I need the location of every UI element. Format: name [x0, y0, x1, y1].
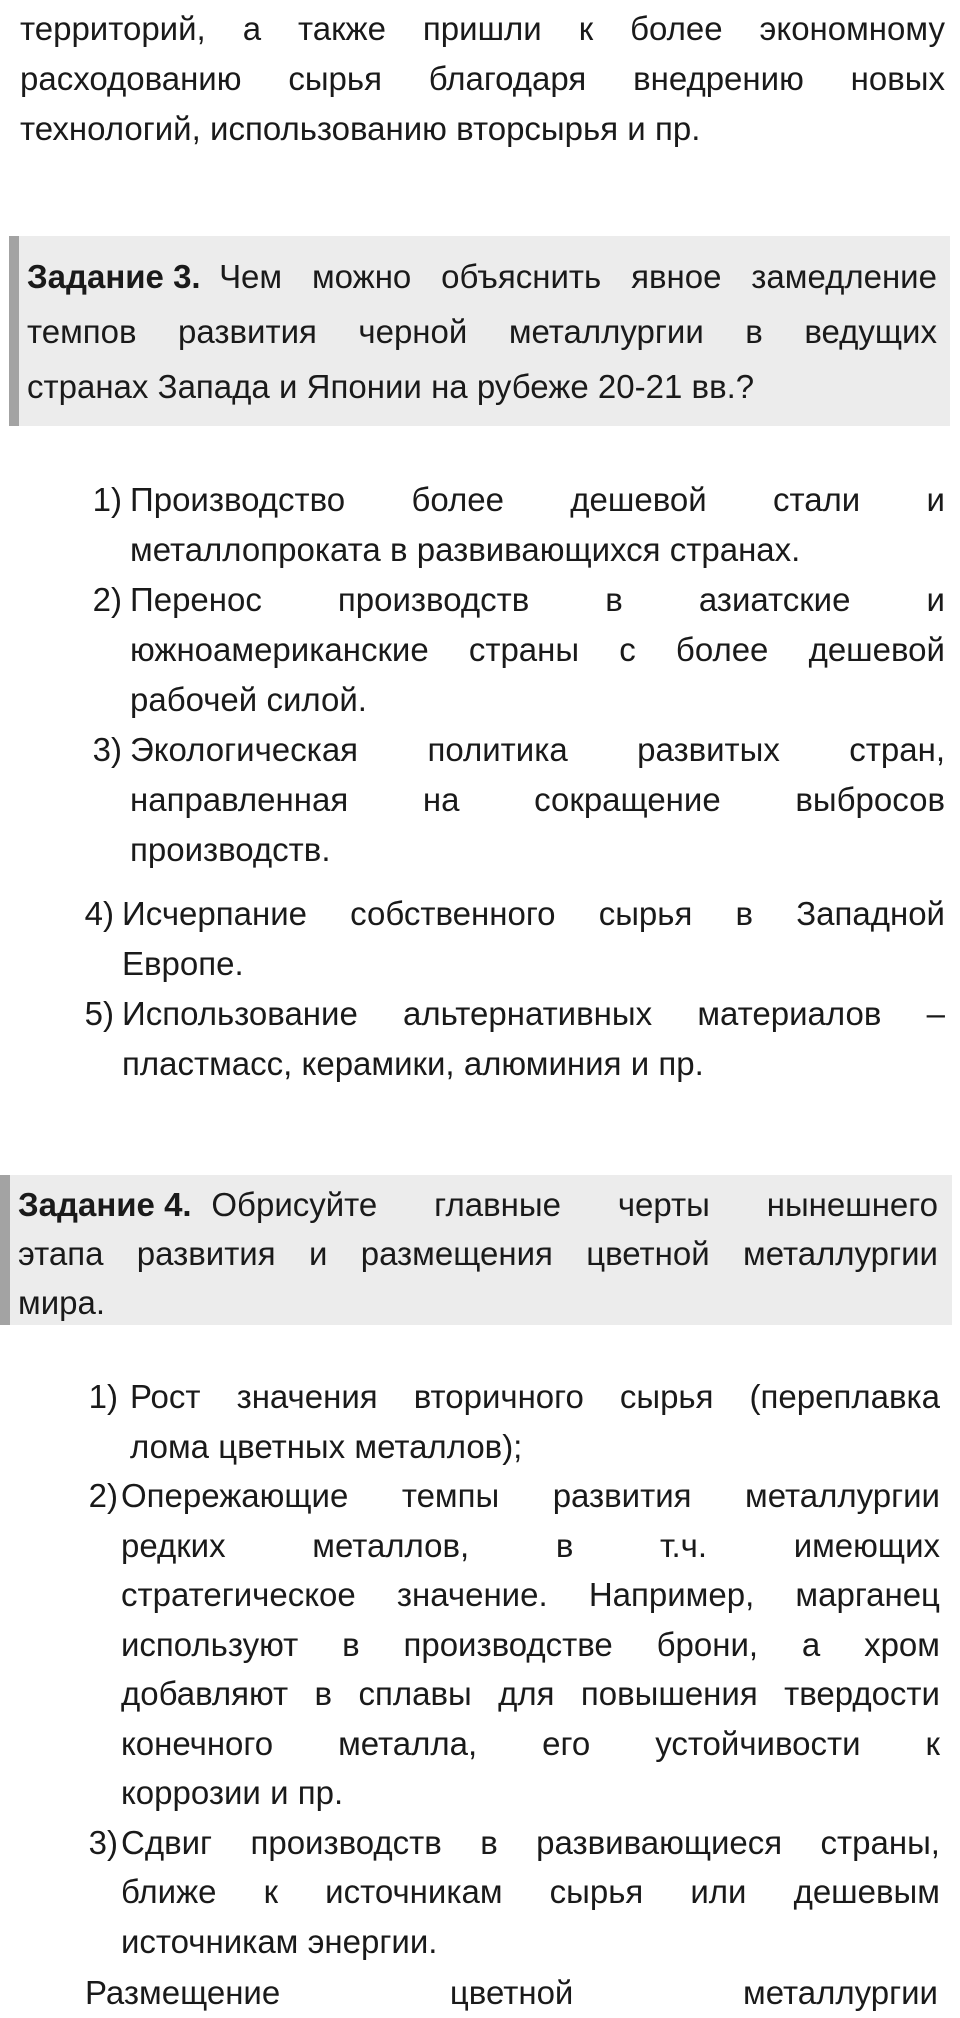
list-item-line	[130, 525, 945, 575]
list-item-line	[130, 575, 945, 625]
list-item-line	[121, 1669, 940, 1719]
word: металла,	[338, 1724, 478, 1762]
word: территорий,	[20, 10, 206, 47]
word: Рост	[130, 1378, 201, 1415]
word: и	[926, 481, 945, 518]
word: странах.	[669, 531, 801, 568]
list-item-line	[122, 989, 945, 1039]
word: сырья	[619, 1378, 714, 1415]
intro-line	[20, 4, 945, 54]
word: внедрению	[633, 60, 804, 97]
word: развития	[136, 1235, 276, 1272]
word: Экологическая	[130, 731, 359, 768]
intro-line	[20, 104, 945, 154]
word: можно	[311, 258, 412, 295]
word: металлов);	[354, 1427, 523, 1465]
word: производстве	[403, 1625, 613, 1663]
word: в	[342, 1625, 360, 1663]
word: материалов	[697, 995, 882, 1032]
list-item-line	[122, 889, 945, 939]
word: –	[926, 995, 945, 1032]
list-item-line	[121, 1917, 940, 1967]
word: новых	[850, 60, 945, 97]
word: цветных	[218, 1427, 346, 1465]
list-item-line	[121, 1818, 940, 1868]
word: темпы	[401, 1477, 500, 1514]
word: повышения	[580, 1675, 758, 1712]
word: 20-21	[597, 368, 683, 405]
word: в	[555, 1526, 574, 1564]
word: источникам	[121, 1922, 299, 1960]
list-item-number: 1)	[88, 1378, 118, 1415]
word: металлургии	[508, 313, 704, 350]
word: Опережающие	[121, 1477, 349, 1514]
word: Обрисуйте	[211, 1186, 378, 1223]
word: стран,	[849, 731, 945, 768]
list-item-line	[121, 1521, 940, 1571]
task-3-line	[27, 362, 937, 412]
word: и	[627, 110, 646, 147]
list-item-line	[121, 1867, 940, 1917]
word: развитых	[637, 731, 780, 768]
word: Перенос	[130, 581, 262, 618]
list-item-line	[130, 625, 945, 675]
word: Сдвиг	[121, 1823, 213, 1861]
word: рубеже	[476, 368, 589, 405]
word: страны	[468, 631, 580, 668]
word: к	[578, 10, 594, 47]
word: редких	[121, 1526, 226, 1564]
word: пришли	[422, 10, 542, 47]
word: к	[925, 1724, 940, 1762]
word: страны,	[820, 1823, 940, 1861]
word: вторичного	[413, 1378, 584, 1415]
word: сырья	[288, 60, 382, 97]
word: Размещение	[85, 1974, 281, 2011]
list-item-line	[130, 775, 945, 825]
list-item-number: 4)	[84, 895, 114, 932]
word: альтернативных	[403, 995, 653, 1032]
word: энергии.	[307, 1922, 438, 1960]
word: и	[270, 1774, 289, 1811]
word: нынешнего	[766, 1186, 938, 1223]
word: явное	[631, 258, 722, 295]
word: или	[690, 1873, 747, 1910]
list-item-line	[121, 1768, 940, 1818]
list-item-number: 3)	[92, 731, 122, 768]
word: Запада	[157, 368, 270, 405]
word: значения	[236, 1378, 378, 1415]
word: брони,	[656, 1625, 759, 1663]
word: Японии	[306, 368, 422, 405]
task-4-label: Задание 4.	[18, 1186, 192, 1223]
word: более	[411, 481, 504, 518]
word: используют	[121, 1625, 299, 1663]
task-4-line	[18, 1278, 938, 1328]
word: сырья	[549, 1873, 644, 1910]
word: Западной	[796, 895, 945, 932]
word: выбросов	[795, 781, 945, 818]
word: странах	[27, 368, 149, 405]
word: вв.?	[691, 368, 755, 405]
word: производств	[337, 581, 530, 618]
word: развивающихся	[416, 531, 661, 568]
word: имеющих	[793, 1526, 940, 1564]
list-item-line	[122, 1039, 945, 1089]
word: в	[605, 581, 623, 618]
list-item-line	[121, 1471, 940, 1521]
list-item-number: 2)	[88, 1477, 118, 1514]
word: в	[389, 531, 408, 568]
word: и	[926, 581, 945, 618]
word: мира.	[18, 1284, 105, 1321]
word: металлургии	[745, 1477, 940, 1514]
word: в	[480, 1823, 498, 1861]
word: цветной	[449, 1974, 574, 2011]
word: пр.	[654, 110, 701, 147]
word: его	[542, 1724, 591, 1762]
list-item-line	[130, 1422, 940, 1472]
word: твердости	[784, 1675, 940, 1712]
list-item-number: 5)	[84, 995, 114, 1032]
word: Например,	[588, 1576, 755, 1613]
word: этапа	[18, 1235, 104, 1272]
list-item-number: 2)	[92, 581, 122, 618]
list-item-line	[130, 1372, 940, 1422]
list-item-number: 1)	[92, 481, 122, 518]
word: алюминия	[463, 1045, 622, 1082]
word: хром	[864, 1625, 940, 1663]
word: Чем	[219, 258, 283, 295]
word: также	[298, 10, 386, 47]
word: на	[431, 368, 468, 405]
list-item-line	[130, 675, 945, 725]
word: технологий,	[20, 110, 201, 147]
tail-line	[85, 1968, 938, 2018]
word: металлургии	[743, 1235, 938, 1272]
word: в	[735, 895, 754, 932]
word: пластмасс,	[122, 1045, 293, 1082]
word: расходованию	[20, 60, 242, 97]
word: марганец	[795, 1576, 940, 1613]
word: а	[801, 1625, 821, 1663]
intro-line	[20, 54, 945, 104]
task-3-text	[219, 252, 937, 302]
word: источникам	[325, 1873, 503, 1910]
word: а	[242, 10, 262, 47]
word: Использование	[122, 995, 358, 1032]
word: сокращение	[534, 781, 721, 818]
word: стратегическое	[121, 1576, 356, 1613]
word: ведущих	[804, 313, 937, 350]
word: на	[422, 781, 460, 818]
word: ближе	[121, 1873, 217, 1910]
word: собственного	[350, 895, 556, 932]
word: сплавы	[358, 1675, 472, 1712]
word: направленная	[130, 781, 349, 818]
list-item-line	[130, 475, 945, 525]
word: устойчивости	[655, 1724, 861, 1762]
word: дешевой	[808, 631, 945, 668]
word: черты	[617, 1186, 710, 1223]
word: (переплавка	[749, 1378, 940, 1415]
word: дешевым	[793, 1873, 940, 1910]
word: производств	[250, 1823, 442, 1861]
word: главные	[434, 1186, 561, 1223]
task-4-line	[18, 1229, 938, 1279]
word: добавляют	[121, 1675, 289, 1712]
word: использованию	[210, 110, 447, 147]
word: и	[279, 368, 298, 405]
list-item-line	[121, 1570, 940, 1620]
list-item-line	[122, 939, 945, 989]
list-item-line	[121, 1719, 940, 1769]
word: Исчерпание	[122, 895, 307, 932]
word: силой.	[266, 681, 367, 718]
word: более	[630, 10, 723, 47]
word: Производство	[130, 481, 346, 518]
list-item-number: 3)	[88, 1823, 118, 1861]
word: конечного	[121, 1724, 274, 1762]
word: развивающиеся	[536, 1823, 783, 1861]
word: политика	[427, 731, 568, 768]
list-item-line	[130, 725, 945, 775]
word: в	[745, 313, 763, 350]
word: вторсырья	[456, 110, 619, 147]
list-item-line	[130, 825, 945, 875]
word: значение.	[396, 1576, 548, 1613]
word: с	[619, 631, 636, 668]
word: производств.	[130, 831, 331, 868]
word: цветной	[586, 1235, 710, 1272]
task-4-line	[18, 1180, 938, 1230]
word: благодаря	[428, 60, 587, 97]
word: в	[314, 1675, 333, 1712]
word: т.ч.	[660, 1526, 708, 1564]
word: рабочей	[130, 681, 258, 718]
task-3-label: Задание 3.	[27, 258, 201, 295]
word: пр.	[297, 1774, 344, 1811]
word: развития	[552, 1477, 692, 1514]
word: сырья	[598, 895, 693, 932]
word: темпов	[27, 313, 137, 350]
list-item-line	[121, 1620, 940, 1670]
word: керамики,	[301, 1045, 455, 1082]
word: к	[263, 1873, 279, 1910]
word: более	[675, 631, 769, 668]
word: дешевой	[570, 481, 707, 518]
word: развития	[178, 313, 317, 350]
word: Европе.	[122, 945, 244, 982]
word: лома	[130, 1427, 210, 1465]
word: для	[498, 1675, 555, 1712]
word: экономному	[759, 10, 945, 47]
task-4-text	[211, 1180, 938, 1230]
task-3-line	[27, 252, 937, 302]
word: замедление	[751, 258, 937, 295]
word: черной	[358, 313, 468, 350]
word: металлопроката	[130, 531, 381, 568]
task-3-line	[27, 307, 937, 357]
word: коррозии	[121, 1774, 261, 1811]
word: южноамериканские	[130, 631, 429, 668]
word: пр.	[658, 1045, 704, 1082]
word: металлургии	[743, 1974, 938, 2011]
word: и	[630, 1045, 650, 1082]
word: размещения	[360, 1235, 553, 1272]
word: и	[308, 1235, 328, 1272]
word: металлов,	[312, 1526, 470, 1564]
word: стали	[772, 481, 861, 518]
word: азиатские	[698, 581, 851, 618]
word: объяснить	[441, 258, 602, 295]
